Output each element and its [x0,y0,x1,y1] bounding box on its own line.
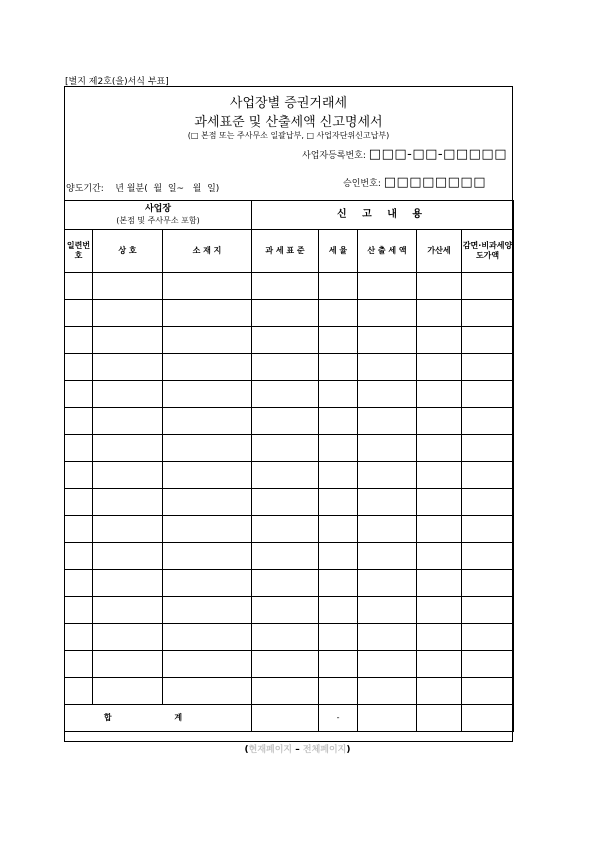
table-row [65,570,514,597]
approval-number-boxes[interactable]: □□□□□□□□ [383,175,486,190]
transfer-period: 양도기간: 년 월분( 월 일~ 월 일) [66,184,220,194]
cell-name[interactable] [93,516,163,543]
cell-exempt[interactable] [462,651,514,678]
cell-exempt[interactable] [462,624,514,651]
cell-computed-tax[interactable] [358,489,417,516]
table-row [65,597,514,624]
form-frame [64,86,513,742]
cell-rate[interactable] [319,300,358,327]
cell-location[interactable] [163,435,252,462]
filing-method-options[interactable]: (□ 본점 또는 주사무소 일괄납부, □ 사업자단위신고납부) [187,131,390,140]
cell-location[interactable] [163,273,252,300]
cell-serial[interactable] [65,273,93,300]
cell-rate[interactable] [319,381,358,408]
cell-location[interactable] [163,543,252,570]
cell-serial[interactable] [65,570,93,597]
table-row [65,408,514,435]
cell-name[interactable] [93,624,163,651]
cell-computed-tax[interactable] [358,408,417,435]
cell-penalty[interactable] [417,354,462,381]
cell-tax-base[interactable] [252,570,319,597]
cell-serial[interactable] [65,651,93,678]
cell-tax-base[interactable] [252,327,319,354]
cell-penalty[interactable] [417,300,462,327]
total-exempt-cell[interactable] [462,705,514,732]
cell-rate[interactable] [319,678,358,705]
cell-computed-tax[interactable] [358,327,417,354]
cell-tax-base[interactable] [252,381,319,408]
form-label: [별지 제2호(을)서식 부표] [65,77,169,87]
cell-penalty[interactable] [417,570,462,597]
cell-tax-base[interactable] [252,300,319,327]
current-page: 현재페이지 [248,745,293,755]
cell-penalty[interactable] [417,516,462,543]
report-table [64,200,514,732]
cell-name[interactable] [93,543,163,570]
total-computed-tax-cell[interactable] [358,705,417,732]
cell-computed-tax[interactable] [358,570,417,597]
cell-name[interactable] [93,354,163,381]
table-row [65,327,514,354]
cell-rate[interactable] [319,408,358,435]
cell-computed-tax[interactable] [358,381,417,408]
cell-computed-tax[interactable] [358,543,417,570]
cell-serial[interactable] [65,597,93,624]
cell-computed-tax[interactable] [358,462,417,489]
cell-serial[interactable] [65,300,93,327]
cell-penalty[interactable] [417,597,462,624]
cell-penalty[interactable] [417,327,462,354]
col-tax-rate: 세 율 [319,230,358,273]
table-row [65,435,514,462]
cell-exempt[interactable] [462,300,514,327]
cell-name[interactable] [93,462,163,489]
cell-computed-tax[interactable] [358,678,417,705]
cell-exempt[interactable] [462,543,514,570]
cell-serial[interactable] [65,408,93,435]
cell-tax-base[interactable] [252,408,319,435]
form-title-line1: 사업장별 증권거래세 [229,96,348,111]
cell-name[interactable] [93,273,163,300]
cell-computed-tax[interactable] [358,516,417,543]
cell-rate[interactable] [319,273,358,300]
cell-rate[interactable] [319,327,358,354]
cell-location[interactable] [163,408,252,435]
col-business-name: 상 호 [93,230,163,273]
cell-name[interactable] [93,570,163,597]
total-pages: 전체페이지 [302,745,347,755]
page-footer [0,742,595,755]
cell-computed-tax[interactable] [358,651,417,678]
total-tax-base-cell[interactable] [252,705,319,732]
cell-name[interactable] [93,435,163,462]
cell-exempt[interactable] [462,570,514,597]
col-exempt-amount: 감면·비과세양도가액 [462,230,514,273]
cell-exempt[interactable] [462,273,514,300]
cell-name[interactable] [93,300,163,327]
cell-penalty[interactable] [417,678,462,705]
cell-exempt[interactable] [462,354,514,381]
form-title-line2: 과세표준 및 산출세액 신고명세서 [194,115,383,130]
col-tax-base: 과 세 표 준 [252,230,319,273]
approval-number-field[interactable] [343,175,486,190]
cell-penalty[interactable] [417,624,462,651]
footer-dash: – [292,745,303,755]
cell-exempt[interactable] [462,327,514,354]
table-row [65,273,514,300]
cell-exempt[interactable] [462,489,514,516]
cell-rate[interactable] [319,354,358,381]
cell-rate[interactable] [319,462,358,489]
cell-location[interactable] [163,651,252,678]
cell-exempt[interactable] [462,408,514,435]
col-location: 소 재 지 [163,230,252,273]
col-penalty-tax: 가산세 [417,230,462,273]
cell-computed-tax[interactable] [358,624,417,651]
cell-tax-base[interactable] [252,273,319,300]
table-row [65,489,514,516]
cell-exempt[interactable] [462,597,514,624]
report-content-header: 신 고 내 용 [252,201,514,230]
cell-name[interactable] [93,408,163,435]
cell-computed-tax[interactable] [358,354,417,381]
table-row [65,300,514,327]
cell-rate[interactable] [319,435,358,462]
registration-number-label: 사업자등록번호: [302,151,366,161]
cell-exempt[interactable] [462,381,514,408]
cell-tax-base[interactable] [252,543,319,570]
cell-rate[interactable] [319,624,358,651]
cell-computed-tax[interactable] [358,273,417,300]
cell-rate[interactable] [319,543,358,570]
cell-exempt[interactable] [462,678,514,705]
approval-number-label: 승인번호: [343,179,381,189]
site-header-sub: (본점 및 주사무소 포함) [116,215,200,225]
cell-penalty[interactable] [417,381,462,408]
footer-close: ) [346,745,351,755]
cell-serial[interactable] [65,354,93,381]
cell-serial[interactable] [65,327,93,354]
cell-location[interactable] [163,597,252,624]
table-row [65,543,514,570]
cell-rate[interactable] [319,651,358,678]
cell-rate[interactable] [319,597,358,624]
table-row [65,462,514,489]
cell-serial[interactable] [65,435,93,462]
total-penalty-cell[interactable] [417,705,462,732]
cell-serial[interactable] [65,678,93,705]
cell-rate[interactable] [319,489,358,516]
cell-tax-base[interactable] [252,354,319,381]
cell-penalty[interactable] [417,462,462,489]
cell-name[interactable] [93,651,163,678]
table-row [65,354,514,381]
cell-penalty[interactable] [417,543,462,570]
total-label: 합 계 [65,705,252,732]
cell-tax-base[interactable] [252,678,319,705]
cell-rate[interactable] [319,516,358,543]
cell-tax-base[interactable] [252,597,319,624]
cell-name[interactable] [93,489,163,516]
table-row [65,624,514,651]
registration-number-field[interactable] [302,147,507,162]
cell-tax-base[interactable] [252,516,319,543]
registration-number-boxes[interactable]: □□□-□□-□□□□□ [368,147,507,162]
cell-penalty[interactable] [417,651,462,678]
cell-penalty[interactable] [417,489,462,516]
cell-location[interactable] [163,570,252,597]
cell-serial[interactable] [65,462,93,489]
cell-computed-tax[interactable] [358,597,417,624]
cell-penalty[interactable] [417,408,462,435]
cell-name[interactable] [93,597,163,624]
site-header-label: 사업장 [144,204,172,215]
footer-open: ( [244,745,249,755]
cell-computed-tax[interactable] [358,435,417,462]
cell-serial[interactable] [65,543,93,570]
col-computed-tax: 산 출 세 액 [358,230,417,273]
cell-penalty[interactable] [417,435,462,462]
cell-name[interactable] [93,381,163,408]
cell-serial[interactable] [65,516,93,543]
total-rate-cell: - [319,705,358,732]
cell-tax-base[interactable] [252,651,319,678]
cell-location[interactable] [163,489,252,516]
cell-exempt[interactable] [462,435,514,462]
col-serial-number: 일련번호 [65,230,93,273]
total-row [65,705,514,732]
cell-name[interactable] [93,678,163,705]
cell-location[interactable] [163,354,252,381]
site-header [65,201,252,230]
cell-serial[interactable] [65,624,93,651]
cell-tax-base[interactable] [252,624,319,651]
cell-rate[interactable] [319,570,358,597]
cell-location[interactable] [163,327,252,354]
cell-penalty[interactable] [417,273,462,300]
cell-tax-base[interactable] [252,489,319,516]
cell-tax-base[interactable] [252,435,319,462]
cell-location[interactable] [163,678,252,705]
table-row [65,678,514,705]
cell-location[interactable] [163,624,252,651]
cell-computed-tax[interactable] [358,300,417,327]
cell-exempt[interactable] [462,462,514,489]
cell-tax-base[interactable] [252,462,319,489]
cell-name[interactable] [93,327,163,354]
cell-location[interactable] [163,300,252,327]
cell-exempt[interactable] [462,516,514,543]
table-row [65,516,514,543]
cell-location[interactable] [163,462,252,489]
table-row [65,651,514,678]
cell-serial[interactable] [65,489,93,516]
table-row [65,381,514,408]
cell-serial[interactable] [65,381,93,408]
cell-location[interactable] [163,381,252,408]
cell-location[interactable] [163,516,252,543]
